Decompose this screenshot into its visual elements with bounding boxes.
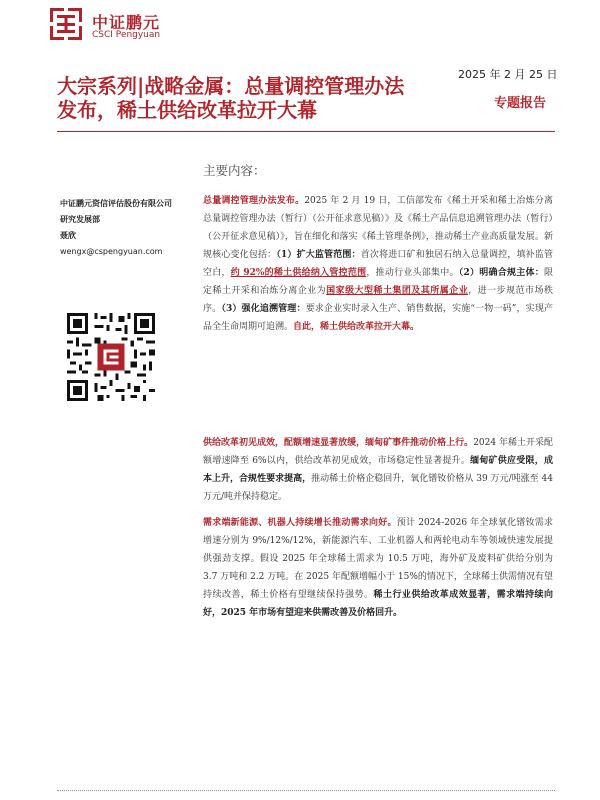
title-line-1: 大宗系列|战略金属：总量调控管理办法 xyxy=(57,74,405,98)
footer-divider xyxy=(57,790,555,791)
paragraph-policy xyxy=(203,192,553,336)
paragraph-demand xyxy=(203,514,553,622)
company-name: 中证鹏元资信评估股份有限公司 xyxy=(60,199,172,208)
logo-mark-icon xyxy=(48,6,84,42)
policy-text-2: 首次将进口矿和独居石纳入总量调控，填补监管空白， xyxy=(203,250,553,278)
author-sidebar xyxy=(60,196,195,260)
author-name: 聂欣 xyxy=(60,231,76,240)
demand-text: 预计 2024-2026 年全球氧化镨钕需求增速分别为 9%/12%/12%，新能源汽车、工业机器人和两轮电动车等领域快速发展提供强劲支撑。假设 2025 年全球稀土需求为 10.5 万吨，海外矿及废料矿供给分别为 3.7 万吨和 2.2 万吨。在 2025 年配额增幅小于 15%的情况下，全球稀土供需情况有望持续改善，稀土价格有望继续保持强势。 xyxy=(203,518,553,600)
qr-code-icon xyxy=(67,313,155,401)
policy-text-1: 2025 年 2 月 19 日，工信部发布《稀土开采和稀土冶炼分离总量调控管理办法（暂行）（公开征求意见稿）》及《稀土产品信息追溯管理办法（暂行）（公开征求意见稿）》，旨在细化和落实《稀土管理条例》，推动稀土产业高质量发展。新规核心变化包括： xyxy=(203,196,553,260)
policy-highlight-2: 国家级大型稀土集团及其所属企业 xyxy=(326,286,469,296)
report-title xyxy=(57,74,457,122)
policy-highlight-1: 约 92%的稀土供给纳入管控范围 xyxy=(230,268,367,278)
policy-point-2: （2）明确合规主体： xyxy=(458,268,544,278)
supply-point: 缅甸矿供应受限，成本上升，合规性要求提高， xyxy=(203,456,553,484)
policy-text-3: ，推动行业头部集中。 xyxy=(366,268,459,278)
main-content-heading: 主要内容： xyxy=(203,163,266,178)
report-date: 2025 年 2 月 25 日 xyxy=(458,68,558,81)
company-logo xyxy=(48,6,188,42)
header-divider xyxy=(57,131,555,132)
demand-conclusion: 稀土行业供给改革成效显著，需求端持续向好，2025 年市场有望迎来供需改善及价格回升。 xyxy=(203,590,553,618)
policy-lead: 总量调控管理办法发布。 xyxy=(203,196,305,206)
logo-name-cn: 中证鹏元 xyxy=(92,13,161,32)
logo-name-en: CSCI Pengyuan xyxy=(92,30,161,40)
policy-text-4: 限定稀土开采和冶炼分离企业为 xyxy=(203,268,553,296)
demand-lead: 需求端新能源、机器人持续增长推动需求向好。 xyxy=(203,518,397,528)
paragraph-supply xyxy=(203,434,553,506)
supply-text-1: 2024 年稀土开采配额增速降至 6%以内，供给改革初见成效，市场稳定性显著提升。 xyxy=(203,438,553,466)
policy-text-6: 要求企业实时录入生产、销售数据，实施“一物一码”，实现产品全生命周期可追溯。 xyxy=(203,304,553,332)
policy-conclusion: 自此，稀土供给改革拉开大幕。 xyxy=(293,322,420,332)
supply-lead: 供给改革初见成效，配额增速显著放缓，缅甸矿事件推动价格上行。 xyxy=(203,438,474,448)
supply-text-2: 推动稀土价格企稳回升，氧化镨钕价格从 39 万元/吨涨至 44 万元/吨并保持稳定。 xyxy=(203,474,553,502)
report-type: 专题报告 xyxy=(494,96,547,111)
policy-point-3: （3）强化追溯管理： xyxy=(221,304,306,314)
policy-point-1: （1）扩大监管范围： xyxy=(276,250,361,260)
policy-text-5: ，进一步规范市场秩序。 xyxy=(203,286,553,314)
author-email[interactable]: wengx@cspengyuan.com xyxy=(60,247,163,256)
department-name: 研究发展部 xyxy=(60,215,100,224)
title-line-2: 发布，稀土供给改革拉开大幕 xyxy=(57,98,317,122)
